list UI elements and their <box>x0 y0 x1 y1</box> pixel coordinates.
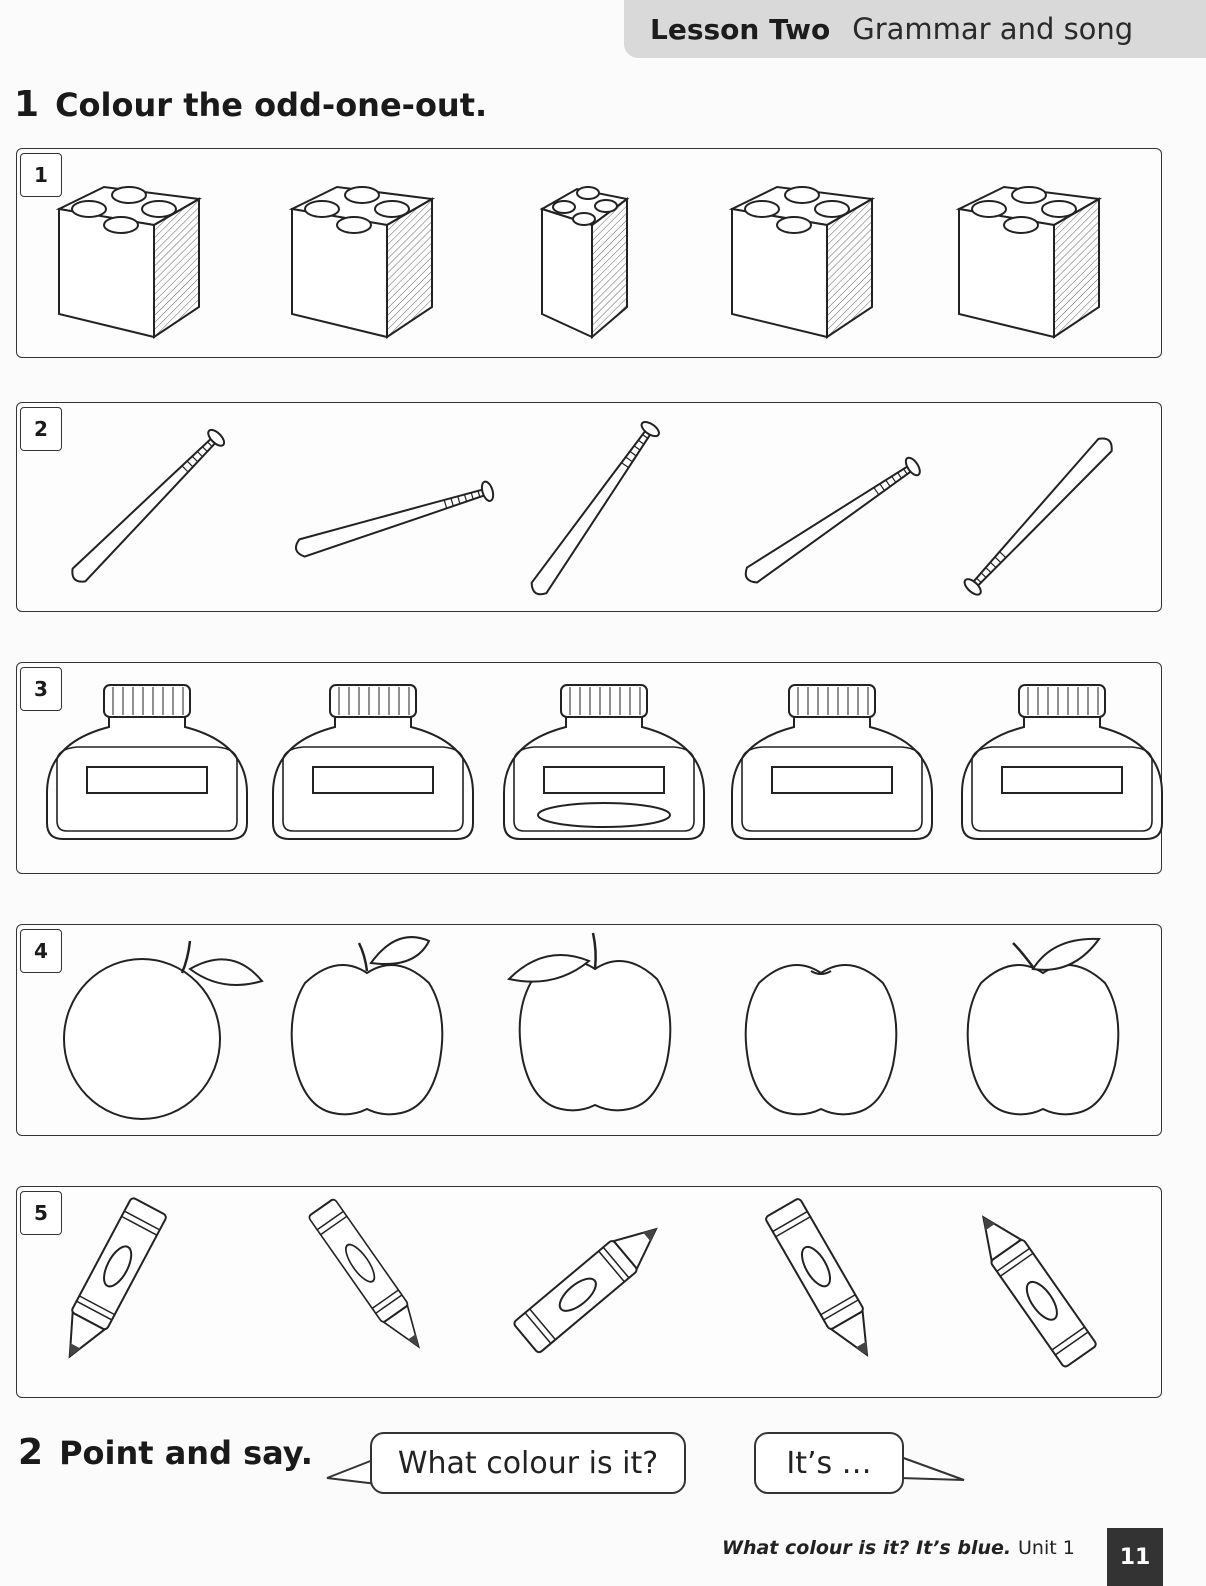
activity-1-heading <box>14 84 487 125</box>
bat-images <box>17 403 1163 613</box>
ink-bottle-images <box>17 663 1163 875</box>
apple-images <box>17 925 1163 1137</box>
speech-bubble-answer <box>754 1432 904 1494</box>
footer-caption: What colour is it? It’s blue. <box>722 1537 1012 1559</box>
exercise-row-1 <box>16 148 1162 358</box>
activity-2-title: Point and say. <box>59 1434 313 1472</box>
crayon-images <box>17 1187 1163 1399</box>
exercise-number-1: 1 <box>20 153 62 197</box>
exercise-number-5: 5 <box>20 1191 62 1235</box>
lesson-label: Lesson Two <box>650 12 831 46</box>
bubble-answer-text: It’s … <box>786 1445 872 1481</box>
exercise-number-2: 2 <box>20 407 62 451</box>
brick-images <box>17 149 1163 359</box>
lesson-header-tab <box>624 0 1206 58</box>
lesson-subtitle: Grammar and song <box>852 12 1134 46</box>
exercise-number-3: 3 <box>20 667 62 711</box>
footer-unit: Unit 1 <box>1018 1537 1075 1559</box>
speech-bubble-question <box>370 1432 686 1494</box>
activity-1-title: Colour the odd-one-out. <box>55 86 488 124</box>
bubble-question-text: What colour is it? <box>397 1445 659 1481</box>
exercise-row-3 <box>16 662 1162 874</box>
activity-1-number: 1 <box>14 84 40 125</box>
exercise-row-5 <box>16 1186 1162 1398</box>
activity-2-number: 2 <box>18 1432 44 1473</box>
exercise-number-4: 4 <box>20 929 62 973</box>
page-number: 11 <box>1107 1528 1163 1586</box>
activity-2-heading <box>18 1432 313 1473</box>
exercise-row-4 <box>16 924 1162 1136</box>
exercise-row-2 <box>16 402 1162 612</box>
